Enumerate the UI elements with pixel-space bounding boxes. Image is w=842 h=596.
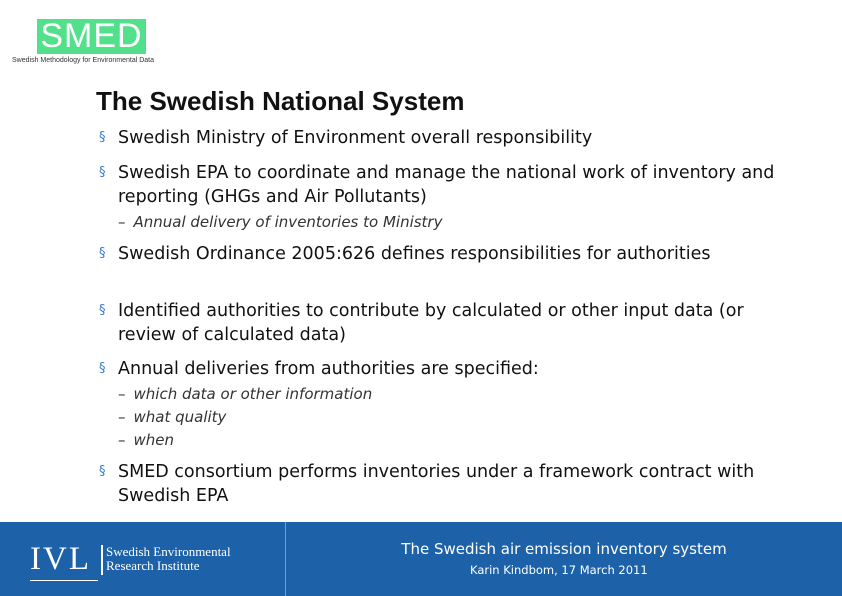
ivl-name-line-1: Swedish Environmental [106, 544, 231, 559]
bullet-text: Swedish Ministry of Environment overall responsibility [118, 128, 593, 148]
footer-presentation-title: The Swedish air emission inventory system [401, 540, 727, 558]
bullet-text: Identified authorities to contribute by calculated or other input data (or review of calculated data) [118, 301, 744, 345]
bullet-marker-icon: § [99, 165, 106, 180]
sub-bullet-item [118, 211, 442, 234]
sub-bullet-item [118, 383, 372, 406]
bullet-text: SMED consortium performs inventories under a framework contract with Swedish EPA [118, 462, 755, 506]
bullet-item [99, 126, 799, 150]
sub-bullet-text: Annual delivery of inventories to Ministry [133, 213, 443, 231]
bullet-item [99, 242, 799, 266]
bullet-marker-icon: § [99, 303, 106, 318]
sub-bullet-text: what quality [133, 408, 227, 426]
smed-logo-text: SMED [40, 17, 143, 55]
slide-title: The Swedish National System [96, 86, 465, 116]
sub-bullet-marker: – [118, 213, 126, 231]
footer-divider [285, 522, 286, 596]
smed-logo-tagline: Swedish Methodology for Environmental Data [12, 57, 155, 64]
ivl-logo-mark: IVL [30, 541, 91, 577]
bullet-item [99, 299, 799, 347]
sub-bullet-text: when [133, 431, 175, 449]
ivl-logo-underline [30, 580, 98, 581]
sub-bullet-item [118, 429, 174, 452]
ivl-logo-name [106, 545, 276, 573]
sub-bullet-marker: – [118, 408, 126, 426]
bullet-item [99, 357, 799, 381]
sub-bullet-item [118, 406, 226, 429]
bullet-marker-icon: § [99, 130, 106, 145]
bullet-text: Annual deliveries from authorities are specified: [118, 359, 539, 379]
bullet-item [99, 460, 799, 508]
ivl-name-line-2: Research Institute [106, 558, 200, 573]
smed-logo [37, 19, 146, 54]
footer-author-date: Karin Kindbom, 17 March 2011 [470, 563, 648, 577]
sub-bullet-marker: – [118, 385, 126, 403]
bullet-text: Swedish EPA to coordinate and manage the national work of inventory and reporting (GHGs and Air Pollutants) [118, 163, 775, 207]
sub-bullet-text: which data or other information [133, 385, 373, 403]
ivl-logo-separator [101, 545, 103, 575]
bullet-marker-icon: § [99, 464, 106, 479]
bullet-marker-icon: § [99, 361, 106, 376]
bullet-text: Swedish Ordinance 2005:626 defines responsibilities for authorities [118, 244, 711, 264]
bullet-item [99, 161, 799, 209]
sub-bullet-marker: – [118, 431, 126, 449]
bullet-marker-icon: § [99, 246, 106, 261]
